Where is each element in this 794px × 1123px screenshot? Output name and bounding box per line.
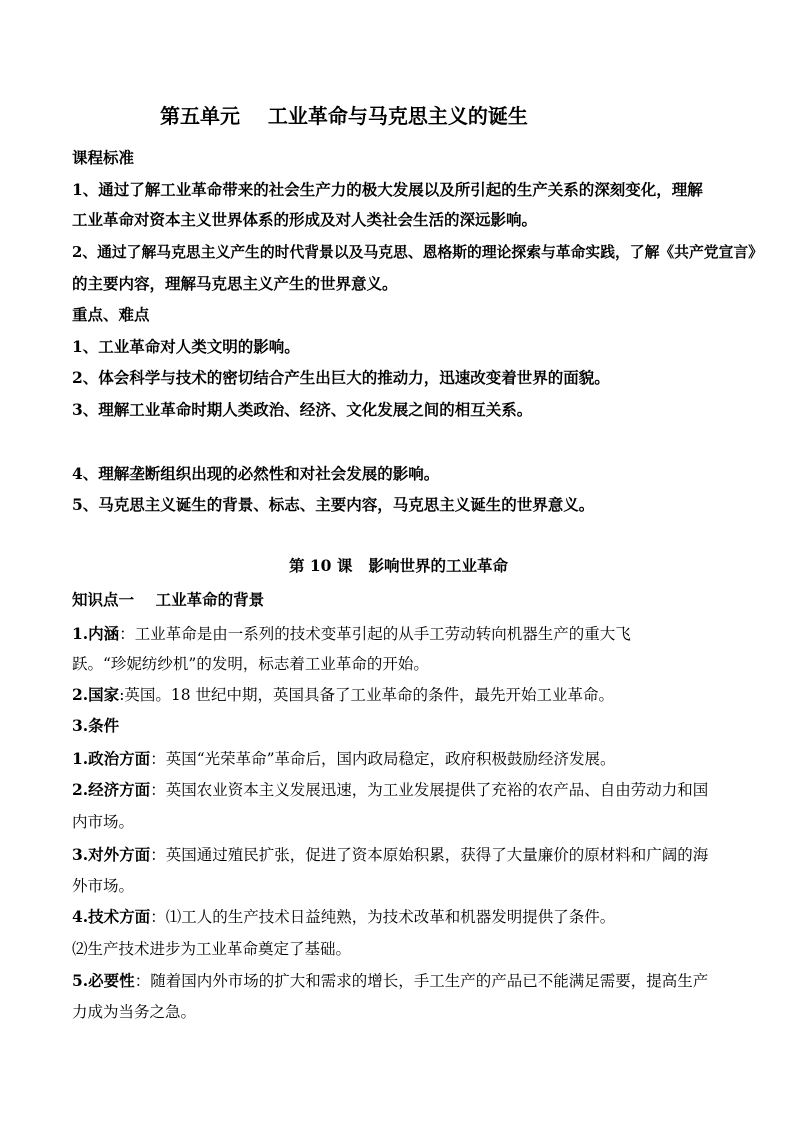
- key-point-item: 4、理解垄断组织出现的必然性和对社会发展的影响。: [72, 464, 440, 483]
- political-text: ：英国“光荣革命”革命后，国内政局稳定，政府积极鼓励经济发展。: [150, 750, 616, 768]
- connotation-label: 1.内涵: [72, 624, 120, 643]
- tech-text: ：⑴工人的生产技术日益纯熟，为技术改革和机器发明提供了条件。: [150, 908, 616, 926]
- knowledge-point-title: 知识点一 工业革命的背景: [72, 590, 265, 609]
- key-point-item: 5、马克思主义诞生的背景、标志、主要内容，马克思主义诞生的世界意义。: [72, 495, 595, 514]
- necessity-label: 5.必要性: [72, 971, 135, 990]
- economic-line-1: [72, 780, 708, 800]
- lesson-title: 第 10 课 影响世界的工业革命: [289, 556, 509, 575]
- necessity-line-2: 力成为当务之急。: [72, 1003, 197, 1021]
- key-point-item: 2、体会科学与技术的密切结合产生出巨大的推动力，迅速改变着世界的面貌。: [72, 368, 610, 387]
- curriculum-item-1-line-1: 1、通过了解工业革命带来的社会生产力的极大发展以及所引起的生产关系的深刻变化，理解: [72, 180, 703, 199]
- curriculum-item-2-line-1: 2、通过了解马克思主义产生的时代背景以及马克思、恩格斯的理论探索与革命实践，了解《共产党宣言》: [72, 244, 763, 261]
- unit-title: 第五单元 工业革命与马克思主义的诞生: [160, 104, 528, 128]
- conditions-heading: 3.条件: [72, 716, 120, 735]
- necessity-text: ：随着国内外市场的扩大和需求的增长，手工生产的产品已不能满足需要，提高生产: [134, 972, 709, 990]
- connotation-text: ：工业革命是由一系列的技术变革引起的从手工劳动转向机器生产的重大飞: [119, 625, 631, 643]
- connotation-line-2: 跃。“珍妮纺纱机”的发明，标志着工业革命的开始。: [72, 655, 429, 673]
- country-label: 2.国家: [72, 685, 120, 704]
- key-points-heading: 重点、难点: [72, 305, 150, 324]
- tech-label: 4.技术方面: [72, 907, 151, 926]
- economic-label: 2.经济方面: [72, 780, 151, 799]
- foreign-text: ：英国通过殖民扩张，促进了资本原始积累，获得了大量廉价的原材料和广阔的海: [150, 846, 709, 864]
- necessity-line-1: [72, 971, 708, 991]
- key-point-item: 1、工业革命对人类文明的影响。: [72, 337, 300, 356]
- tech-line-2: ⑵生产技术进步为工业革命奠定了基础。: [72, 940, 352, 958]
- economic-text: ：英国农业资本主义发展迅速，为工业发展提供了充裕的农产品、自由劳动力和国: [150, 781, 709, 799]
- key-point-item: 3、理解工业革命时期人类政治、经济、文化发展之间的相互关系。: [72, 400, 533, 419]
- foreign-line-2: 外市场。: [72, 877, 135, 895]
- economic-line-2: 内市场。: [72, 813, 135, 831]
- connotation-line-1: [72, 624, 631, 644]
- country-text: :英国。18 世纪中期，英国具备了工业革命的条件，最先开始工业革命。: [119, 686, 615, 704]
- political-label: 1.政治方面: [72, 749, 151, 768]
- country-line: [72, 685, 614, 705]
- tech-line-1: [72, 907, 615, 927]
- foreign-label: 3.对外方面: [72, 845, 151, 864]
- curriculum-item-1-line-2: 工业革命对资本主义世界体系的形成及对人类社会生活的深远影响。: [72, 210, 538, 229]
- political-line: [72, 749, 616, 769]
- curriculum-heading: 课程标准: [72, 148, 135, 167]
- curriculum-item-2-line-2: 的主要内容，理解马克思主义产生的世界意义。: [72, 274, 398, 293]
- foreign-line-1: [72, 845, 708, 865]
